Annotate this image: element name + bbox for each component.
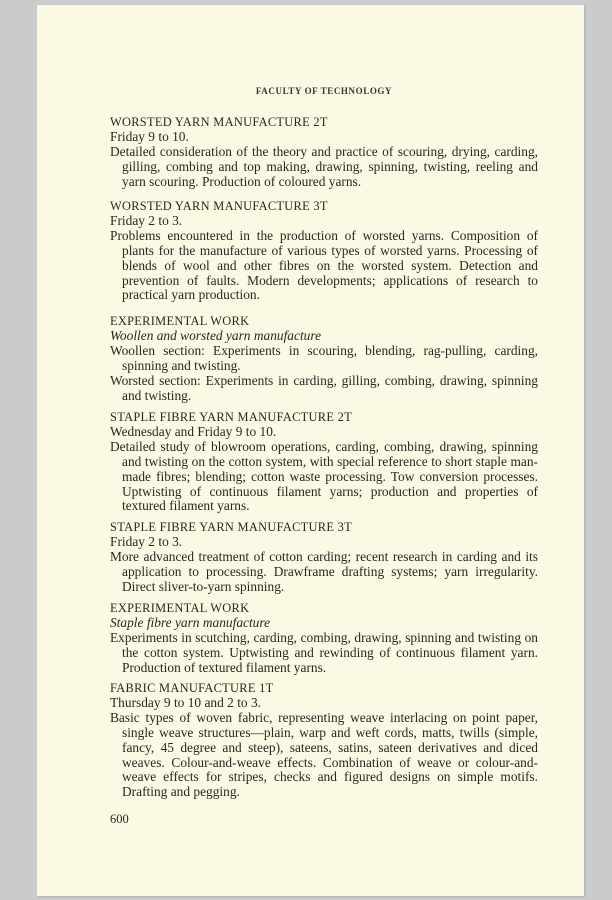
course-description: More advanced treatment of cotton carding; recent research in carding and its application to processing. Drawframe drafting systems; yarn irregularity. Direct sliver-to-yarn spinning. <box>110 548 538 594</box>
course-heading: WORSTED YARN MANUFACTURE 2T <box>110 115 328 129</box>
course-description: Problems encountered in the production of worsted yarns. Composition of plants for the manufacture of various types of worsted yarns. Processing of blends of wool and other fibres on the worsted system. Detection and prevention of faults. Modern developments; applications of research to practical yarn production. <box>110 227 538 303</box>
course-schedule: Thursday 9 to 10 and 2 to 3. <box>110 694 261 710</box>
course-heading: FABRIC MANUFACTURE 1T <box>110 681 274 695</box>
worsted-section-description: Worsted section: Experiments in carding, gilling, combing, drawing, spinning and twisting. <box>110 372 538 403</box>
running-head: FACULTY OF TECHNOLOGY <box>255 86 393 96</box>
course-heading: WORSTED YARN MANUFACTURE 3T <box>110 199 328 213</box>
course-worsted-3t <box>110 199 538 303</box>
course-schedule: Friday 9 to 10. <box>110 128 189 144</box>
document-page <box>37 5 584 896</box>
course-staple-2t <box>110 410 538 514</box>
page-number: 600 <box>110 812 129 826</box>
course-heading: EXPERIMENTAL WORK <box>110 601 250 615</box>
course-subheading: Staple fibre yarn manufacture <box>110 614 271 630</box>
course-schedule: Wednesday and Friday 9 to 10. <box>110 423 277 439</box>
course-heading: EXPERIMENTAL WORK <box>110 314 250 328</box>
course-schedule: Friday 2 to 3. <box>110 533 183 549</box>
course-heading: STAPLE FIBRE YARN MANUFACTURE 2T <box>110 410 352 424</box>
course-subheading: Woollen and worsted yarn manufacture <box>110 327 322 343</box>
course-fabric-1t <box>110 681 538 800</box>
course-schedule: Friday 2 to 3. <box>110 212 183 228</box>
course-heading: STAPLE FIBRE YARN MANUFACTURE 3T <box>110 520 352 534</box>
course-staple-3t <box>110 520 538 595</box>
course-description: Detailed consideration of the theory and practice of scouring, drying, carding, gilling, combing and top making, drawing, spinning, twisting, reeling and yarn scouring. Production of coloured yarns. <box>110 143 538 189</box>
experimental-work-woollen <box>110 314 538 403</box>
course-description: Detailed study of blowroom operations, carding, combing, drawing, spinning and twisting on the cotton system, with special reference to short staple man-made fibres; blending; cotton waste processing. Tow conversion processes. Uptwisting of continuous filament yarns; production and properties of textured filament yarns. <box>110 438 538 514</box>
course-description: Basic types of woven fabric, representing weave interlacing on point paper, single weave structures—plain, warp and weft cords, matts, twills (simple, fancy, 45 degree and steep), sateens, satins, sateen derivatives and diced weaves. Colour-and-weave effects. Combination of weave or colour-and-weave effects for stripes, checks and figured designs on simple motifs. Drafting and pegging. <box>110 709 538 800</box>
course-worsted-2t <box>110 115 538 190</box>
woollen-section-description: Woollen section: Experiments in scouring, blending, rag-pulling, carding, spinning and twisting. <box>110 342 538 373</box>
course-description: Experiments in scutching, carding, combing, drawing, spinning and twisting on the cotton system. Uptwisting and rewinding of continuous filament yarn. Production of textured filament yarns. <box>110 629 538 675</box>
experimental-work-staple <box>110 601 538 676</box>
